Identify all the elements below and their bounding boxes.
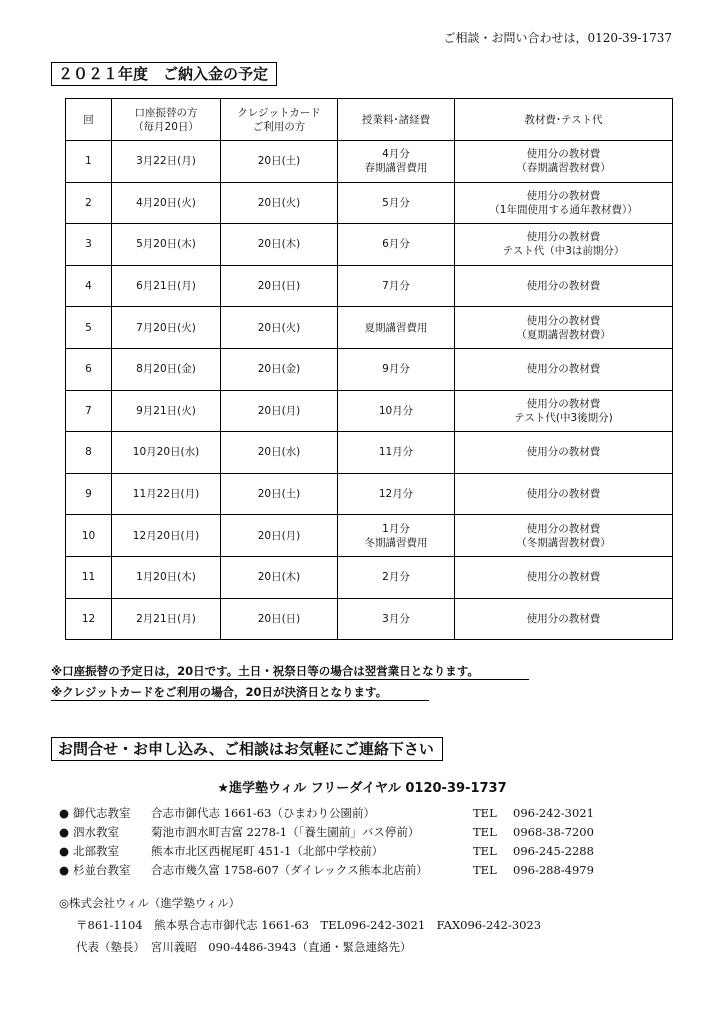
installment-number: 5 [66,307,112,349]
office-bullet: ● [59,806,70,820]
column-header [66,99,112,141]
office-address: 菊池市泗水町吉富 2278-1（「養生園前」バス停前） [151,825,420,839]
materials-cell [455,224,673,266]
bank-transfer-date: 11月22日(月) [112,473,221,515]
column-header [338,99,455,141]
credit-card-date: 20日(土) [221,473,338,515]
tuition-cell [338,224,455,266]
office-tel-label: TEL [473,863,497,877]
table-row [66,307,673,349]
materials-line: 使用分の教材費 [526,397,601,410]
installment-number: 10 [66,515,112,557]
materials-cell [455,598,673,640]
tuition-cell [338,598,455,640]
materials-line: テスト代(中3後期分) [514,411,613,424]
tuition-line: 5月分 [382,196,410,209]
tuition-line: 11月分 [378,446,414,459]
office-name: 泗水教室 [73,825,119,839]
office-row [59,824,594,840]
bank-transfer-date: 3月22日(月) [112,141,221,183]
tuition-cell [338,515,455,557]
tuition-cell [338,432,455,474]
credit-card-date: 20日(日) [221,598,338,640]
credit-card-date: 20日(金) [221,348,338,390]
tuition-cell [338,141,455,183]
bank-transfer-date: 7月20日(火) [112,307,221,349]
table-row [66,473,673,515]
column-header [455,99,673,141]
note-bank-transfer: ※口座振替の予定日は，20日です。土日・祝祭日等の場合は翌営業日となります。 [51,664,479,678]
header-line: クレジットカード [237,106,321,119]
office-tel-label: TEL [473,825,497,839]
materials-line: 使用分の教材費 [526,314,601,327]
tuition-line: 冬期講習費用 [364,536,428,549]
hotline: ★進学塾ウィル フリーダイヤル 0120-39-1737 [217,781,507,796]
materials-line: 使用分の教材費 [526,522,601,535]
bank-transfer-date: 8月20日(金) [112,348,221,390]
tuition-line: 12月分 [378,488,414,501]
credit-card-date: 20日(土) [221,141,338,183]
materials-line: （1年間使用する通年教材費）） [489,203,638,216]
tuition-cell [338,307,455,349]
office-bullet: ● [59,863,70,877]
installment-number: 3 [66,224,112,266]
office-tel-label: TEL [473,806,497,820]
materials-line: 使用分の教材費 [526,363,601,376]
office-name: 北部教室 [73,844,119,858]
table-row [66,141,673,183]
credit-card-date: 20日(月) [221,390,338,432]
tuition-line: 1月分 [382,522,410,535]
bank-transfer-date: 4月20日(火) [112,182,221,224]
office-tel: 0968-38-7200 [513,825,594,839]
tuition-line: 6月分 [382,238,410,251]
header-line: 教材費･テスト代 [524,113,603,126]
office-bullet: ● [59,844,70,858]
materials-cell [455,348,673,390]
header-line: 口座振替の方 [134,106,198,119]
note-credit-card: ※クレジットカードをご利用の場合，20日が決済日となります。 [51,685,388,699]
materials-cell [455,307,673,349]
tuition-line: 3月分 [382,612,410,625]
materials-line: 使用分の教材費 [526,571,601,584]
tuition-line: 春期講習費用 [364,162,428,175]
materials-line: 使用分の教材費 [526,148,601,161]
table-row [66,224,673,266]
note-underline [51,679,529,680]
installment-number: 1 [66,141,112,183]
office-bullet: ● [59,825,70,839]
header-line: （毎月20日） [133,120,199,133]
bank-transfer-date: 12月20日(月) [112,515,221,557]
office-address: 合志市幾久富 1758-607（ダイレックス熊本北店前） [151,863,428,877]
company-representative: 代表（塾長） 宮川義昭 090-4486-3943（直通・緊急連絡先） [76,940,412,954]
credit-card-date: 20日(木) [221,556,338,598]
tuition-cell [338,348,455,390]
table-row [66,348,673,390]
note-underline [51,700,429,701]
bank-transfer-date: 10月20日(水) [112,432,221,474]
installment-number: 11 [66,556,112,598]
credit-card-date: 20日(月) [221,515,338,557]
tuition-line: 4月分 [382,148,410,161]
office-address: 合志市御代志 1661-63（ひまわり公園前） [151,806,375,820]
installment-number: 4 [66,265,112,307]
table-row [66,556,673,598]
materials-line: 使用分の教材費 [526,446,601,459]
materials-cell [455,473,673,515]
installment-number: 7 [66,390,112,432]
office-row [59,862,594,878]
tuition-line: 10月分 [378,404,414,417]
credit-card-date: 20日(火) [221,182,338,224]
table-row [66,265,673,307]
column-header [221,99,338,141]
table-row [66,515,673,557]
tuition-line: 夏期講習費用 [364,321,428,334]
tuition-line: 7月分 [382,280,410,293]
office-name: 杉並台教室 [73,863,131,877]
installment-number: 9 [66,473,112,515]
office-address: 熊本市北区西梶尾町 451-1（北部中学校前） [151,844,384,858]
materials-cell [455,141,673,183]
contact-line: ご相談・お問い合わせは，0120-39-1737 [443,31,672,45]
credit-card-date: 20日(日) [221,265,338,307]
materials-line: （春期講習教材費） [516,162,611,175]
materials-line: テスト代（中3は前期分） [502,245,625,258]
office-tel: 096-245-2288 [513,844,594,858]
tuition-cell [338,265,455,307]
installment-number: 6 [66,348,112,390]
bank-transfer-date: 5月20日(木) [112,224,221,266]
office-tel-label: TEL [473,844,497,858]
office-name: 御代志教室 [73,806,131,820]
payment-schedule-table [65,98,673,640]
bank-transfer-date: 2月21日(月) [112,598,221,640]
materials-cell [455,265,673,307]
tuition-cell [338,473,455,515]
table-row [66,598,673,640]
table-body [66,141,673,640]
bank-transfer-date: 1月20日(木) [112,556,221,598]
table-row [66,432,673,474]
page-title: ２０２１年度 ご納入金の予定 [51,62,277,86]
installment-number: 2 [66,182,112,224]
tuition-cell [338,556,455,598]
bank-transfer-date: 9月21日(火) [112,390,221,432]
office-row [59,843,594,859]
tuition-line: 2月分 [382,571,410,584]
materials-cell [455,432,673,474]
materials-line: 使用分の教材費 [526,280,601,293]
table-row [66,390,673,432]
materials-cell [455,182,673,224]
materials-line: 使用分の教材費 [526,189,601,202]
materials-line: 使用分の教材費 [526,488,601,501]
materials-cell [455,556,673,598]
tuition-line: 9月分 [382,363,410,376]
office-row [59,805,594,821]
materials-cell [455,390,673,432]
materials-line: 使用分の教材費 [526,612,601,625]
bank-transfer-date: 6月21日(月) [112,265,221,307]
table-row [66,182,673,224]
credit-card-date: 20日(木) [221,224,338,266]
table-header-row [66,99,673,141]
tuition-cell [338,182,455,224]
materials-line: （冬期講習教材費） [516,536,611,549]
materials-cell [455,515,673,557]
header-line: 授業料･諸経費 [361,113,431,126]
header-line: ご利用の方 [252,120,306,133]
installment-number: 8 [66,432,112,474]
credit-card-date: 20日(水) [221,432,338,474]
header-line: 回 [83,113,94,126]
office-tel: 096-242-3021 [513,806,594,820]
materials-line: 使用分の教材費 [526,231,601,244]
credit-card-date: 20日(火) [221,307,338,349]
company-name: ◎株式会社ウィル（進学塾ウィル） [59,896,241,910]
installment-number: 12 [66,598,112,640]
office-tel: 096-288-4979 [513,863,594,877]
column-header [112,99,221,141]
company-address: 〒861-1104 熊本県合志市御代志 1661-63 TEL096-242-3021 FAX096-242-3023 [76,918,542,932]
tuition-cell [338,390,455,432]
materials-line: （夏期講習教材費） [516,328,611,341]
contact-section-title: お問合せ・お申し込み、ご相談はお気軽にご連絡下さい [51,737,443,761]
